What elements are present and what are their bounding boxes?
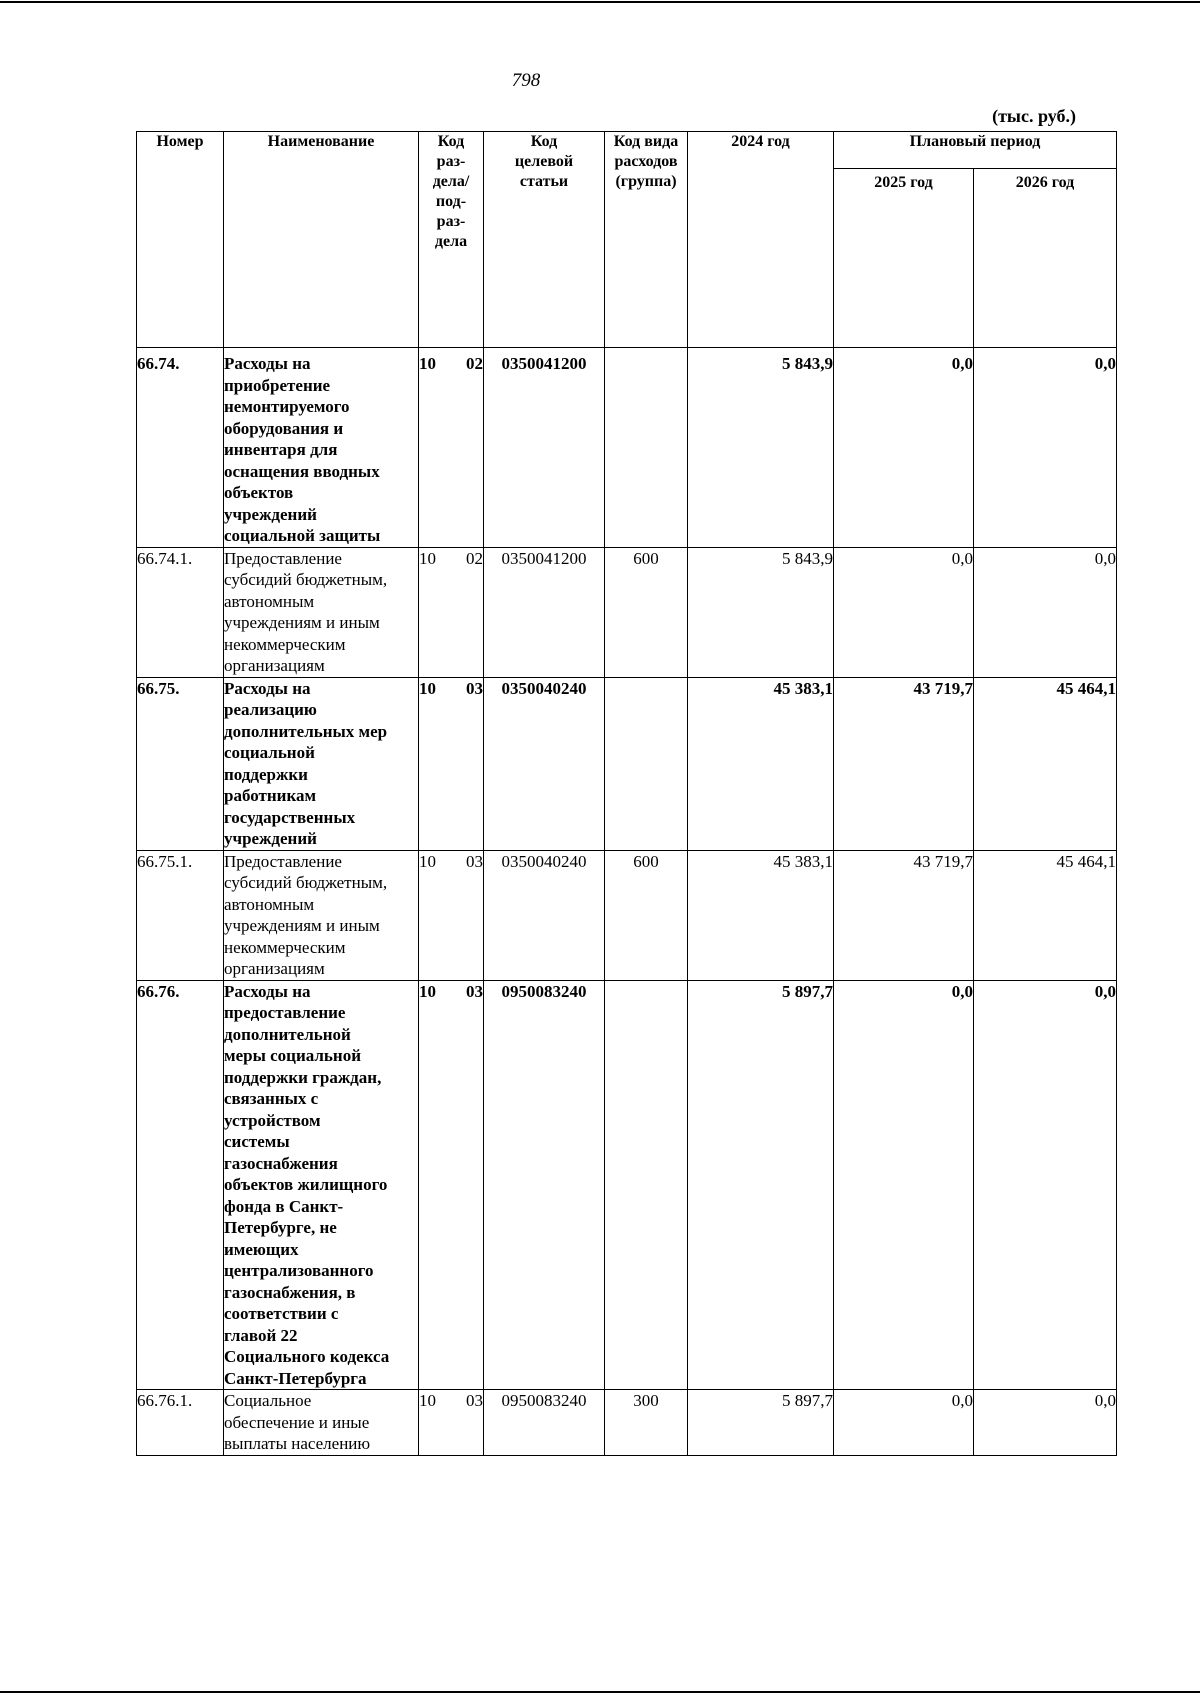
row-name-line: Санкт-Петербурга xyxy=(224,1368,367,1388)
row-amount-2025-cell xyxy=(834,1390,974,1456)
row-target-cell xyxy=(484,850,605,980)
row-name-line: газоснабжения, в xyxy=(224,1282,356,1302)
row-number: 66.75.1. xyxy=(137,851,193,871)
row-name-cell xyxy=(224,348,419,548)
row-amount-2026-cell xyxy=(974,980,1117,1390)
budget-table xyxy=(136,131,1117,1456)
row-name-cell xyxy=(224,547,419,677)
row-name-line: дополнительной xyxy=(224,1024,351,1044)
row-target-cell xyxy=(484,980,605,1390)
row-number: 66.76.1. xyxy=(137,1391,193,1410)
row-amount-2026: 0,0 xyxy=(1094,548,1117,568)
row-amount-2024: 5 897,7 xyxy=(782,981,833,1001)
row-section: 10 xyxy=(419,354,436,373)
row-number-cell xyxy=(137,348,224,548)
row-kind-cell xyxy=(605,547,688,677)
row-amount-2025-cell xyxy=(834,850,974,980)
row-name-line: объектов жилищного xyxy=(224,1175,388,1194)
row-target-code: 0950083240 xyxy=(501,1391,587,1410)
row-name-line: субсидий бюджетным, xyxy=(224,873,388,892)
row-subsection: 03 xyxy=(466,851,483,871)
row-amount-2024: 45 383,1 xyxy=(773,678,833,698)
header-name: Наименование xyxy=(224,132,419,348)
row-amount-2025: 43 719,7 xyxy=(913,851,973,871)
row-target-cell xyxy=(484,677,605,850)
table-row xyxy=(137,348,1117,548)
row-amount-2024: 45 383,1 xyxy=(773,851,833,871)
row-name-line: организациям xyxy=(224,656,325,675)
header-year-2026: 2026 год xyxy=(974,169,1117,348)
row-amount-2025-cell xyxy=(834,980,974,1390)
row-amount-2025: 0,0 xyxy=(951,548,973,568)
table-header xyxy=(137,132,1117,348)
row-amount-2025-cell xyxy=(834,348,974,548)
row-name-line: системы xyxy=(224,1132,290,1151)
row-target-cell xyxy=(484,1390,605,1456)
row-name-line: Петербурге, не xyxy=(224,1218,337,1237)
row-name-cell xyxy=(224,677,419,850)
row-subsection: 02 xyxy=(466,354,483,373)
row-name-line: объектов xyxy=(224,483,294,502)
row-name-line: устройством xyxy=(224,1110,321,1130)
table-row xyxy=(137,980,1117,1390)
row-name-line: Социальное xyxy=(224,1391,312,1410)
table-row xyxy=(137,677,1117,850)
row-amount-2025-cell xyxy=(834,677,974,850)
row-expense-kind: 300 xyxy=(633,1391,659,1410)
header-planned-period: Плановый период xyxy=(834,132,1117,169)
row-section: 10 xyxy=(419,678,436,698)
row-number-cell xyxy=(137,1390,224,1456)
row-target-code: 0350040240 xyxy=(501,678,587,698)
row-section: 10 xyxy=(419,851,436,871)
header-section-code: Код раз- дела/ под- раз- дела xyxy=(419,132,484,348)
row-name-cell xyxy=(224,980,419,1390)
row-name-line: организациям xyxy=(224,959,325,978)
row-subsection: 02 xyxy=(466,548,483,568)
row-subsection: 03 xyxy=(466,1391,483,1410)
row-name-line: связанных с xyxy=(224,1089,319,1108)
row-name-line: Расходы на xyxy=(224,981,311,1001)
row-amount-2026: 0,0 xyxy=(1094,1391,1117,1410)
row-name-cell xyxy=(224,850,419,980)
row-amount-2024: 5 843,9 xyxy=(782,548,833,568)
row-kind-cell xyxy=(605,677,688,850)
row-name-line: поддержки граждан, xyxy=(224,1067,382,1087)
row-number: 66.75. xyxy=(137,678,180,698)
row-amount-2026: 0,0 xyxy=(1094,981,1117,1001)
row-kind-cell xyxy=(605,348,688,548)
units-label: (тыс. руб.) xyxy=(992,106,1076,126)
row-amount-2025: 0,0 xyxy=(951,354,973,373)
row-target-code: 0950083240 xyxy=(501,981,587,1001)
header-number: Номер xyxy=(137,132,224,348)
row-section: 10 xyxy=(419,981,436,1001)
row-section-cell xyxy=(419,980,484,1390)
row-name-line: социальной xyxy=(224,743,315,762)
row-name-cell xyxy=(224,1390,419,1456)
row-number-cell xyxy=(137,677,224,850)
row-name-line: учреждениям и иным xyxy=(224,916,380,935)
row-name-line: Социального кодекса xyxy=(224,1347,390,1366)
row-name-line: реализацию xyxy=(224,700,317,719)
row-amount-2025: 0,0 xyxy=(951,1391,973,1410)
row-amount-2024: 5 843,9 xyxy=(782,354,833,373)
row-name-line: Предоставление xyxy=(224,851,342,871)
header-target-code: Код целевой статьи xyxy=(484,132,605,348)
row-name-line: газоснабжения xyxy=(224,1153,338,1173)
row-amount-2024: 5 897,7 xyxy=(782,1391,833,1410)
row-name-line: меры социальной xyxy=(224,1046,362,1065)
row-subsection: 03 xyxy=(466,678,483,698)
row-expense-kind: 600 xyxy=(633,851,659,871)
table-row xyxy=(137,547,1117,677)
row-section-cell xyxy=(419,547,484,677)
row-number: 66.74. xyxy=(137,354,180,373)
row-name-line: учреждений xyxy=(224,504,317,524)
row-section-cell xyxy=(419,1390,484,1456)
row-name-line: Расходы на xyxy=(224,354,311,373)
row-name-line: дополнительных мер xyxy=(224,721,388,741)
row-amount-2026-cell xyxy=(974,1390,1117,1456)
row-amount-2024-cell xyxy=(688,1390,834,1456)
row-name-line: приобретение xyxy=(224,375,331,395)
row-name-line: немонтируемого xyxy=(224,397,350,416)
row-section-cell xyxy=(419,850,484,980)
row-name-line: социальной защиты xyxy=(224,526,381,545)
row-amount-2026: 45 464,1 xyxy=(1056,678,1117,698)
row-name-line: работникам xyxy=(224,786,317,805)
row-name-line: централизованного xyxy=(224,1261,374,1280)
row-name-line: автономным xyxy=(224,894,315,914)
row-name-line: имеющих xyxy=(224,1239,299,1259)
row-name-line: поддержки xyxy=(224,764,308,784)
row-amount-2024-cell xyxy=(688,677,834,850)
table-row xyxy=(137,850,1117,980)
row-amount-2026: 0,0 xyxy=(1094,354,1117,373)
row-name-line: оснащения вводных xyxy=(224,461,380,481)
row-target-code: 0350040240 xyxy=(501,851,587,871)
table-row xyxy=(137,1390,1117,1456)
row-target-code: 0350041200 xyxy=(501,548,587,568)
row-number-cell xyxy=(137,547,224,677)
header-year-2025: 2025 год xyxy=(834,169,974,348)
row-name-line: главой 22 xyxy=(224,1325,298,1345)
row-amount-2025-cell xyxy=(834,547,974,677)
row-kind-cell xyxy=(605,1390,688,1456)
row-number: 66.76. xyxy=(137,981,180,1001)
row-amount-2025: 0,0 xyxy=(951,981,973,1001)
row-kind-cell xyxy=(605,850,688,980)
row-amount-2025: 43 719,7 xyxy=(913,678,973,698)
page-number: 798 xyxy=(511,70,541,91)
row-target-cell xyxy=(484,547,605,677)
row-name-line: Предоставление xyxy=(224,548,342,568)
row-amount-2026-cell xyxy=(974,677,1117,850)
row-section-cell xyxy=(419,348,484,548)
table-body xyxy=(137,348,1117,1456)
row-name-line: субсидий бюджетным, xyxy=(224,570,388,589)
row-section: 10 xyxy=(419,1391,436,1410)
row-name-line: учреждениям и иным xyxy=(224,613,380,632)
row-amount-2026: 45 464,1 xyxy=(1056,851,1117,871)
row-kind-cell xyxy=(605,980,688,1390)
row-name-line: автономным xyxy=(224,591,315,611)
row-name-line: инвентаря для xyxy=(224,440,338,459)
header-year-2024: 2024 год xyxy=(688,132,834,348)
row-amount-2026-cell xyxy=(974,850,1117,980)
page-bottom-border xyxy=(0,1691,1200,1693)
row-target-cell xyxy=(484,348,605,548)
row-name-line: фонда в Санкт- xyxy=(224,1196,344,1216)
page-top-border xyxy=(0,1,1200,3)
row-amount-2024-cell xyxy=(688,348,834,548)
row-amount-2024-cell xyxy=(688,850,834,980)
row-target-code: 0350041200 xyxy=(501,354,587,373)
row-amount-2026-cell xyxy=(974,547,1117,677)
row-name-line: учреждений xyxy=(224,829,317,848)
row-subsection: 03 xyxy=(466,981,483,1001)
row-name-line: Расходы на xyxy=(224,678,311,698)
row-name-line: выплаты населению xyxy=(224,1434,371,1453)
row-expense-kind: 600 xyxy=(633,548,659,568)
row-section-cell xyxy=(419,677,484,850)
row-name-line: оборудования и xyxy=(224,418,344,438)
row-name-line: некоммерческим xyxy=(224,634,346,654)
row-amount-2026-cell xyxy=(974,348,1117,548)
row-number: 66.74.1. xyxy=(137,548,193,568)
row-number-cell xyxy=(137,980,224,1390)
row-name-line: некоммерческим xyxy=(224,937,346,957)
row-name-line: соответствии с xyxy=(224,1304,339,1323)
row-amount-2024-cell xyxy=(688,547,834,677)
row-section: 10 xyxy=(419,548,436,568)
row-name-line: предоставление xyxy=(224,1003,346,1022)
row-number-cell xyxy=(137,850,224,980)
row-name-line: государственных xyxy=(224,807,356,827)
row-amount-2024-cell xyxy=(688,980,834,1390)
row-name-line: обеспечение и иные xyxy=(224,1412,370,1432)
header-expense-kind: Код вида расходов (группа) xyxy=(605,132,688,348)
